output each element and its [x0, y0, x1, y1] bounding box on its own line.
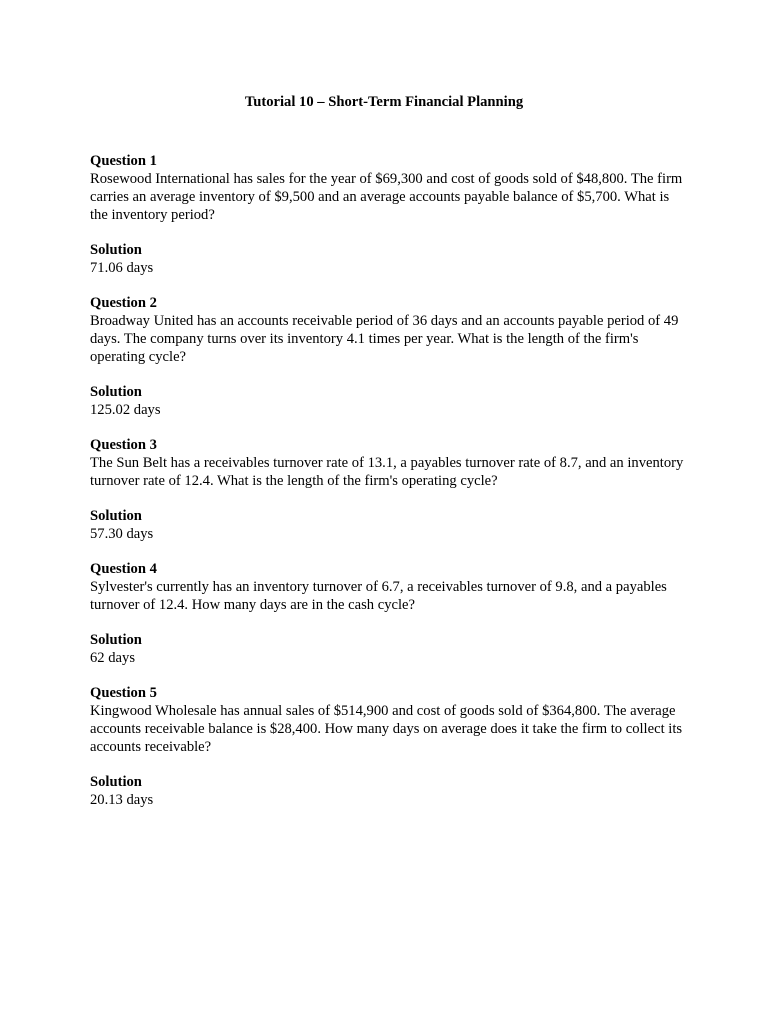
question-block-2	[90, 294, 690, 436]
solution-heading: Solution	[90, 774, 142, 790]
question-block-4	[90, 560, 690, 684]
question-text: Broadway United has an accounts receivable period of 36 days and an accounts payable period of 49 days. The company turns over its inventory 4.1 times per year. What is the length of the firm's operating cycle?	[90, 313, 679, 365]
solution-text: 71.06 days	[90, 260, 154, 276]
solution-text: 20.13 days	[90, 792, 154, 808]
question-heading: Question 5	[90, 685, 157, 701]
solution-heading: Solution	[90, 508, 142, 524]
solution-heading: Solution	[90, 384, 142, 400]
document-body	[90, 152, 690, 809]
solution-text: 57.30 days	[90, 526, 154, 542]
question-block-3	[90, 436, 690, 560]
spacer	[90, 366, 690, 383]
spacer	[90, 756, 690, 773]
solution-heading: Solution	[90, 242, 142, 258]
question-block-1	[90, 152, 690, 294]
document-title: Tutorial 10 – Short-Term Financial Planning	[244, 94, 524, 110]
spacer	[90, 667, 690, 684]
question-text: The Sun Belt has a receivables turnover rate of 13.1, a payables turnover rate of 8.7, and an inventory turnover rate of 12.4. What is the length of the firm's operating cycle?	[90, 455, 684, 489]
solution-heading: Solution	[90, 632, 142, 648]
spacer	[90, 543, 690, 560]
spacer	[90, 224, 690, 241]
question-heading: Question 1	[90, 153, 157, 169]
solution-text: 125.02 days	[90, 402, 161, 418]
question-heading: Question 4	[90, 561, 157, 577]
spacer	[90, 490, 690, 507]
question-text: Sylvester's currently has an inventory turnover of 6.7, a receivables turnover of 9.8, and a payables turnover of 12.4. How many days are in the cash cycle?	[90, 579, 667, 613]
question-heading: Question 3	[90, 437, 157, 453]
solution-text: 62 days	[90, 650, 135, 666]
question-block-5	[90, 684, 690, 809]
spacer	[90, 277, 690, 294]
question-text: Rosewood International has sales for the year of $69,300 and cost of goods sold of $48,800. The firm carries an average inventory of $9,500 and an average accounts payable balance of $5,700. What is the inventory period?	[90, 171, 683, 223]
question-text: Kingwood Wholesale has annual sales of $514,900 and cost of goods sold of $364,800. The average accounts receivable balance is $28,400. How many days on average does it take the firm to collect its accounts receivable?	[90, 703, 683, 755]
question-heading: Question 2	[90, 295, 157, 311]
spacer	[90, 614, 690, 631]
spacer	[90, 419, 690, 436]
